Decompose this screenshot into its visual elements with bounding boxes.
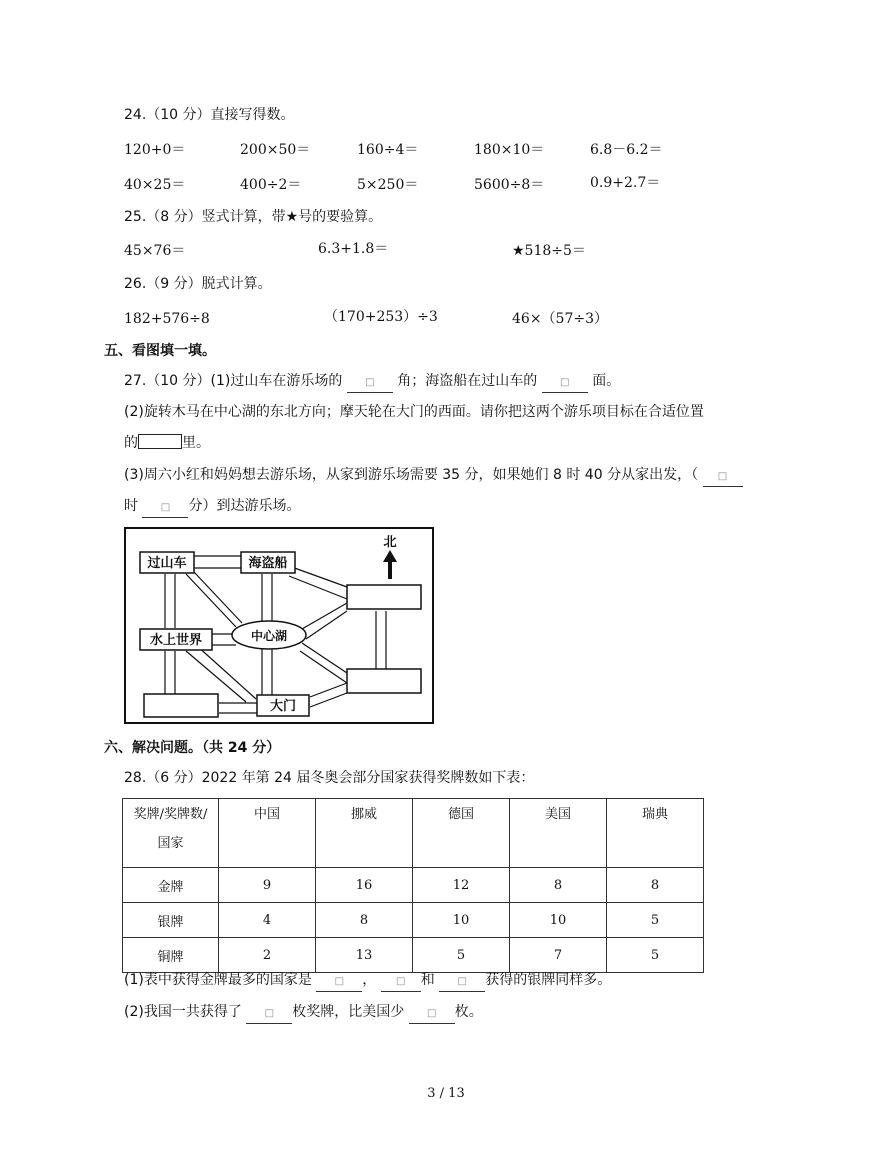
- q25-item: ★518÷5＝: [512, 243, 586, 259]
- q28-title: 28.（6 分）2022 年第 24 届冬奥会部分国家获得奖牌数如下表：: [124, 770, 535, 786]
- q27-part1-text: 27.（10 分）(1)过山车在游乐场的: [124, 373, 343, 389]
- q27-part1: [124, 372, 620, 393]
- q24-item: 40×25＝: [124, 177, 186, 193]
- medal-table: [122, 798, 704, 973]
- table-row: [123, 938, 704, 973]
- table-cell: 5: [607, 938, 704, 973]
- table-cell: 10: [413, 903, 510, 938]
- q24-item: 0.9+2.7＝: [590, 175, 661, 191]
- table-country-header: 挪威: [316, 799, 413, 868]
- table-corner-line: 奖牌/奖牌数/: [133, 807, 208, 822]
- q27-part2-text: 的: [124, 435, 138, 451]
- answer-blank[interactable]: □: [316, 973, 362, 992]
- q26-item: 182+576÷8: [124, 311, 210, 327]
- q25-item: 6.3+1.8＝: [318, 241, 389, 257]
- q28-sub2: [124, 1003, 483, 1024]
- table-country-header: 中国: [219, 799, 316, 868]
- q27-part3-text: (3)周六小红和妈妈想去游乐场，从家到游乐场需要 35 分，如果她们 8 时 40 分从家出发，（: [124, 467, 699, 483]
- table-cell: 16: [316, 868, 413, 903]
- table-country-header: 德国: [413, 799, 510, 868]
- q27-part3-line2: [124, 497, 300, 518]
- q28-sub1-text: ，: [362, 972, 377, 988]
- q27-part3-text: 时: [124, 498, 138, 514]
- q24-item: 200×50＝: [240, 142, 311, 158]
- table-cell: 2: [219, 938, 316, 973]
- table-cell: 5: [607, 903, 704, 938]
- q28-sub1-text: 获得的银牌同样多。: [485, 972, 612, 988]
- table-cell: 12: [413, 868, 510, 903]
- q27-part1-text: 角；海盗船在过山车的: [397, 373, 538, 389]
- map-label-roller-coaster: 过山车: [147, 556, 187, 571]
- q28-sub1-text: 和: [420, 972, 435, 988]
- table-country-header: 美国: [510, 799, 607, 868]
- map-label-water-world: 水上世界: [149, 633, 203, 648]
- q26-title: 26.（9 分）脱式计算。: [124, 276, 272, 292]
- table-country-header: 瑞典: [607, 799, 704, 868]
- q28-sub1-text: (1)表中获得金牌最多的国家是: [124, 972, 312, 988]
- table-cell: 8: [510, 868, 607, 903]
- q24-item: 5600÷8＝: [474, 177, 545, 193]
- table-cell: 9: [219, 868, 316, 903]
- table-cell: 7: [510, 938, 607, 973]
- table-row: [123, 903, 704, 938]
- q28-sub2-text: 枚。: [454, 1004, 483, 1020]
- q27-part2-line2: [124, 434, 210, 452]
- q27-part3-text: 分）到达游乐场。: [188, 498, 301, 514]
- q28-sub2-text: (2)我国一共获得了: [124, 1004, 242, 1020]
- table-cell: 8: [316, 903, 413, 938]
- table-row-label: 金牌: [123, 868, 219, 903]
- q24-item: 5×250＝: [357, 177, 419, 193]
- q24-item: 400÷2＝: [240, 177, 302, 193]
- answer-blank[interactable]: □: [381, 973, 421, 992]
- table-cell: 5: [413, 938, 510, 973]
- q24-item: 6.8－6.2＝: [590, 142, 663, 158]
- q25-item: 45×76＝: [124, 243, 186, 259]
- answer-box[interactable]: [138, 434, 182, 449]
- amusement-park-map: [124, 527, 434, 724]
- q26-item: （170+253）÷3: [324, 309, 438, 325]
- answer-blank[interactable]: □: [439, 973, 485, 992]
- table-row-label: 银牌: [123, 903, 219, 938]
- table-row-label: 铜牌: [123, 938, 219, 973]
- q24-item: 120+0＝: [124, 142, 186, 158]
- q24-item: 180×10＝: [474, 142, 545, 158]
- q25-title: 25.（8 分）竖式计算，带★号的要验算。: [124, 209, 383, 225]
- q27-part2-line1: (2)旋转木马在中心湖的东北方向；摩天轮在大门的西面。请你把这两个游乐项目标在合适位置: [124, 404, 704, 420]
- table-cell: 10: [510, 903, 607, 938]
- table-header-row: [123, 799, 704, 868]
- q26-item: 46×（57÷3）: [512, 311, 608, 327]
- answer-blank[interactable]: □: [142, 499, 188, 518]
- map-label-central-lake: 中心湖: [250, 629, 288, 643]
- q24-title: 24.（10 分）直接写得数。: [124, 107, 295, 123]
- q28-sub1: [124, 971, 611, 992]
- table-cell: 13: [316, 938, 413, 973]
- section-5-title: 五、看图填一填。: [104, 343, 216, 359]
- map-label-north: 北: [383, 535, 397, 550]
- answer-blank[interactable]: □: [409, 1005, 455, 1024]
- map-label-gate: 大门: [269, 699, 297, 714]
- q27-part2-text: 里。: [182, 435, 210, 451]
- answer-blank[interactable]: □: [246, 1005, 292, 1024]
- q28-sub2-text: 枚奖牌，比美国少: [292, 1004, 405, 1020]
- answer-blank[interactable]: □: [347, 374, 393, 393]
- section-6-title: 六、解决问题。（共 24 分）: [104, 740, 281, 756]
- q24-item: 160÷4＝: [357, 142, 419, 158]
- q27-part3-line1: [124, 466, 743, 487]
- answer-blank[interactable]: □: [542, 374, 588, 393]
- table-cell: 8: [607, 868, 704, 903]
- q27-part1-text: 面。: [592, 373, 621, 389]
- table-cell: 4: [219, 903, 316, 938]
- map-label-pirate-ship: 海盗船: [248, 556, 288, 571]
- table-corner-line: 国家: [157, 836, 184, 851]
- page-number: 3 / 13: [427, 1086, 465, 1101]
- table-corner-header: [123, 799, 219, 868]
- answer-blank[interactable]: □: [703, 468, 743, 487]
- table-row: [123, 868, 704, 903]
